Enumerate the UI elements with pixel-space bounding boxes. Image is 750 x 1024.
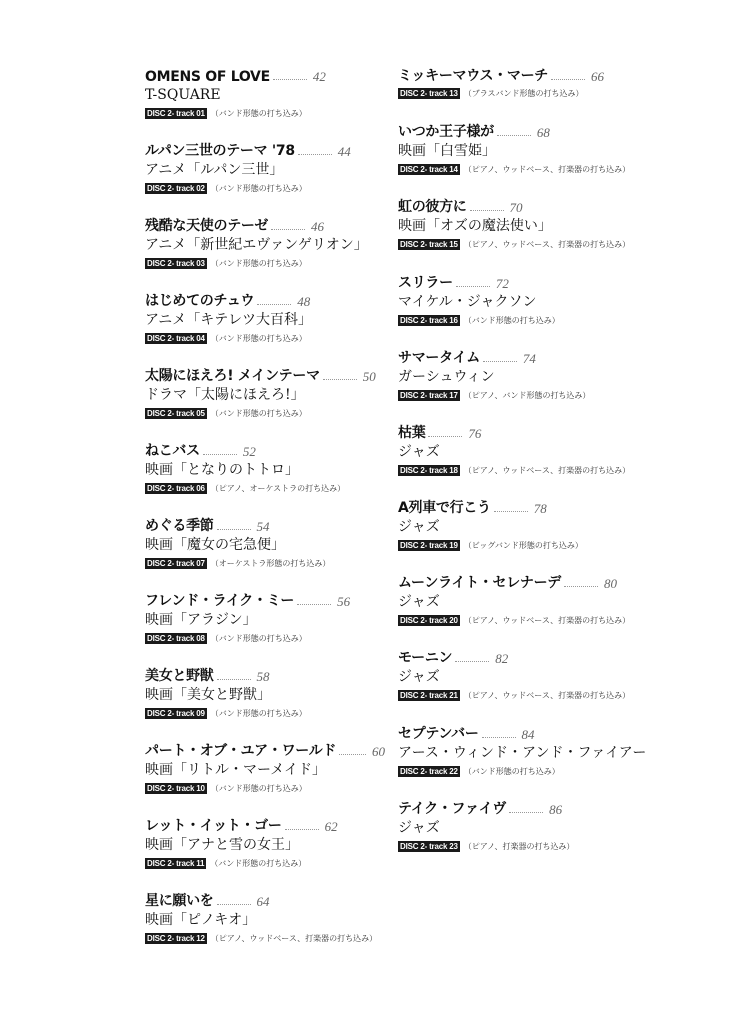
song-source: ジャズ xyxy=(398,669,440,685)
song-title: OMENS OF LOVE xyxy=(145,69,270,85)
track-info xyxy=(398,839,638,854)
dotted-leader xyxy=(217,904,251,905)
dotted-leader xyxy=(203,454,237,455)
title-row xyxy=(398,65,638,85)
arrangement-note: （ピアノ、打楽器の打ち込み） xyxy=(463,842,575,851)
title-row xyxy=(145,815,385,835)
song-source: アニメ「ルパン三世」 xyxy=(145,162,284,178)
track-badge: DISC 2- track 04 xyxy=(147,334,205,343)
title-row xyxy=(398,497,638,517)
title-row xyxy=(145,440,385,460)
song-title: フレンド・ライク・ミー xyxy=(145,593,295,609)
dotted-leader xyxy=(551,79,585,80)
arrangement-note: （バンド形態の打ち込み） xyxy=(210,784,307,793)
title-row xyxy=(398,798,638,818)
toc-entry xyxy=(145,590,385,646)
toc-entry xyxy=(398,121,638,177)
track-info xyxy=(145,256,385,271)
arrangement-note: （ピアノ、ウッドベース、打楽器の打ち込み） xyxy=(463,691,631,700)
page-number: 76 xyxy=(468,426,482,441)
song-title: 太陽にほえろ! メインテーマ xyxy=(145,368,320,384)
page-number: 44 xyxy=(337,144,351,159)
track-badge: DISC 2- track 08 xyxy=(147,634,205,643)
arrangement-note: （バンド形態の打ち込み） xyxy=(463,316,560,325)
arrangement-note: （バンド形態の打ち込み） xyxy=(210,634,307,643)
song-title: ねこバス xyxy=(145,443,200,459)
dotted-leader xyxy=(273,79,307,80)
title-row xyxy=(145,215,385,235)
song-title: サマータイム xyxy=(398,350,480,366)
song-source: 映画「リトル・マーメイド」 xyxy=(145,762,327,778)
page-number: 50 xyxy=(362,369,376,384)
track-info xyxy=(145,706,385,721)
title-row xyxy=(398,347,638,367)
song-source: 映画「となりのトトロ」 xyxy=(145,462,299,478)
track-badge: DISC 2- track 06 xyxy=(147,484,205,493)
arrangement-note: （バンド形態の打ち込み） xyxy=(210,334,307,343)
title-row xyxy=(398,422,638,442)
track-badge: DISC 2- track 05 xyxy=(147,409,205,418)
page-number: 72 xyxy=(495,276,509,291)
toc-entry xyxy=(145,665,385,721)
toc-entry xyxy=(398,572,638,628)
dotted-leader xyxy=(257,304,291,305)
arrangement-note: （ピアノ、ウッドベース、打楽器の打ち込み） xyxy=(463,616,631,625)
dotted-leader xyxy=(494,511,528,512)
track-badge: DISC 2- track 15 xyxy=(400,240,458,249)
page-number: 64 xyxy=(256,894,270,909)
arrangement-note: （オーケストラ形態の打ち込み） xyxy=(210,559,331,568)
track-info xyxy=(145,631,385,646)
song-source: 映画「美女と野獣」 xyxy=(145,687,271,703)
page-number: 42 xyxy=(312,69,326,84)
page-number: 58 xyxy=(256,669,270,684)
song-source: ジャズ xyxy=(398,594,440,610)
arrangement-note: （バンド形態の打ち込み） xyxy=(210,709,307,718)
toc-entry xyxy=(398,347,638,403)
track-info xyxy=(145,331,385,346)
song-source: ドラマ「太陽にほえろ!」 xyxy=(145,387,305,403)
track-badge: DISC 2- track 14 xyxy=(400,165,458,174)
song-title: 枯葉 xyxy=(398,425,426,441)
song-title: 星に願いを xyxy=(145,893,214,909)
song-source: 映画「オズの魔法使い」 xyxy=(398,218,552,234)
dotted-leader xyxy=(217,529,251,530)
arrangement-note: （ピアノ、ウッドベース、打楽器の打ち込み） xyxy=(463,165,631,174)
track-badge: DISC 2- track 16 xyxy=(400,316,458,325)
arrangement-note: （ピアノ、オーケストラの打ち込み） xyxy=(210,484,346,493)
track-badge: DISC 2- track 03 xyxy=(147,259,205,268)
toc-entry xyxy=(145,65,385,121)
song-title: レット・イット・ゴー xyxy=(145,818,282,834)
toc-entry xyxy=(145,365,385,421)
dotted-leader xyxy=(217,679,251,680)
toc-entry xyxy=(145,290,385,346)
page-number: 86 xyxy=(549,802,563,817)
dotted-leader xyxy=(564,586,598,587)
dotted-leader xyxy=(497,135,531,136)
song-title: セプテンバー xyxy=(398,726,479,742)
arrangement-note: （ピアノ、ウッドベース、打楽器の打ち込み） xyxy=(210,934,378,943)
page-number: 46 xyxy=(311,219,325,234)
track-info xyxy=(398,538,638,553)
page-number: 56 xyxy=(337,594,351,609)
track-info xyxy=(145,856,385,871)
toc-entry xyxy=(145,890,385,946)
track-info xyxy=(145,556,385,571)
toc-entry xyxy=(398,272,638,328)
toc-entry xyxy=(398,196,638,252)
track-badge: DISC 2- track 17 xyxy=(400,391,458,400)
page-number: 60 xyxy=(372,744,385,759)
arrangement-note: （バンド形態の打ち込み） xyxy=(210,859,307,868)
dotted-leader xyxy=(482,737,516,738)
dotted-leader xyxy=(298,154,332,155)
page-number: 70 xyxy=(509,200,523,215)
track-info xyxy=(398,688,638,703)
song-source: 映画「白雪姫」 xyxy=(398,143,496,159)
page-number: 48 xyxy=(297,294,311,309)
dotted-leader xyxy=(428,436,462,437)
track-info xyxy=(145,406,385,421)
title-row xyxy=(398,121,638,141)
page-number: 68 xyxy=(536,125,550,140)
track-badge: DISC 2- track 01 xyxy=(147,109,205,118)
title-row xyxy=(398,723,638,743)
song-title: パート・オブ・ユア・ワールド xyxy=(145,743,337,759)
track-info xyxy=(398,388,638,403)
title-row xyxy=(145,665,385,685)
arrangement-note: （ブラスバンド形態の打ち込み） xyxy=(463,89,584,98)
track-badge: DISC 2- track 20 xyxy=(400,616,458,625)
song-title: いつか王子様が xyxy=(398,124,494,140)
toc-entry xyxy=(398,422,638,478)
song-source: ジャズ xyxy=(398,820,440,836)
arrangement-note: （バンド形態の打ち込み） xyxy=(210,259,307,268)
toc-entry xyxy=(398,798,638,854)
track-badge: DISC 2- track 12 xyxy=(147,934,205,943)
toc-entry xyxy=(145,215,385,271)
track-info xyxy=(398,237,638,252)
title-row xyxy=(145,140,385,160)
track-info xyxy=(145,931,385,946)
song-source: アニメ「キテレツ大百科」 xyxy=(145,312,313,328)
song-title: 美女と野獣 xyxy=(145,668,214,684)
song-title: ミッキーマウス・マーチ xyxy=(398,68,548,84)
track-badge: DISC 2- track 23 xyxy=(400,842,458,851)
song-source: 映画「魔女の宅急便」 xyxy=(145,537,285,553)
dotted-leader xyxy=(323,379,357,380)
track-info xyxy=(145,781,385,796)
toc-entry xyxy=(398,65,638,101)
page-number: 80 xyxy=(604,576,617,591)
track-info xyxy=(398,764,638,779)
track-badge: DISC 2- track 22 xyxy=(400,767,458,776)
track-info xyxy=(398,463,638,478)
toc-entry xyxy=(398,723,647,779)
song-source: ジャズ xyxy=(398,519,440,535)
song-title: めぐる季節 xyxy=(145,518,214,534)
toc-entry xyxy=(398,497,638,553)
page-number: 66 xyxy=(591,69,604,84)
track-info xyxy=(145,181,385,196)
page-number: 54 xyxy=(256,519,270,534)
song-source: アニメ「新世紀エヴァンゲリオン」 xyxy=(145,237,368,253)
arrangement-note: （バンド形態の打ち込み） xyxy=(463,767,560,776)
title-row xyxy=(145,890,385,910)
toc-entry xyxy=(398,647,638,703)
dotted-leader xyxy=(470,210,504,211)
dotted-leader xyxy=(297,604,331,605)
toc-entry xyxy=(145,815,385,871)
arrangement-note: （ピアノ、ウッドベース、打楽器の打ち込み） xyxy=(463,466,631,475)
song-source: ジャズ xyxy=(398,444,440,460)
track-badge: DISC 2- track 11 xyxy=(147,859,205,868)
title-row xyxy=(145,365,385,385)
song-source: 映画「アラジン」 xyxy=(145,612,257,628)
song-title: モーニン xyxy=(398,650,453,666)
toc-entry xyxy=(145,440,385,496)
dotted-leader xyxy=(339,754,366,755)
track-badge: DISC 2- track 18 xyxy=(400,466,458,475)
track-badge: DISC 2- track 21 xyxy=(400,691,458,700)
track-badge: DISC 2- track 10 xyxy=(147,784,205,793)
title-row xyxy=(398,647,638,667)
toc-entry xyxy=(145,140,385,196)
title-row xyxy=(145,65,385,85)
song-source: マイケル・ジャクソン xyxy=(398,294,537,310)
dotted-leader xyxy=(509,812,543,813)
song-source: 映画「ピノキオ」 xyxy=(145,912,257,928)
song-title: A列車で行こう xyxy=(398,500,491,516)
track-badge: DISC 2- track 07 xyxy=(147,559,205,568)
song-source: アース・ウィンド・アンド・ファイアー xyxy=(398,745,647,761)
track-info xyxy=(398,613,638,628)
title-row xyxy=(145,740,385,760)
page-number: 62 xyxy=(324,819,338,834)
song-source: T-SQUARE xyxy=(145,87,221,103)
arrangement-note: （バンド形態の打ち込み） xyxy=(210,184,307,193)
track-badge: DISC 2- track 19 xyxy=(400,541,458,550)
song-title: ルパン三世のテーマ '78 xyxy=(145,143,295,159)
toc-entry xyxy=(145,740,385,796)
page-number: 74 xyxy=(522,351,536,366)
arrangement-note: （バンド形態の打ち込み） xyxy=(210,409,307,418)
toc-entry xyxy=(145,515,385,571)
track-info xyxy=(398,86,638,101)
arrangement-note: （バンド形態の打ち込み） xyxy=(210,109,307,118)
track-badge: DISC 2- track 09 xyxy=(147,709,205,718)
track-info xyxy=(398,313,638,328)
page-number: 82 xyxy=(495,651,509,666)
track-info xyxy=(398,162,638,177)
track-info xyxy=(145,106,385,121)
song-title: ムーンライト・セレナーデ xyxy=(398,575,561,591)
dotted-leader xyxy=(271,229,305,230)
title-row xyxy=(398,572,638,592)
song-title: はじめてのチュウ xyxy=(145,293,255,309)
arrangement-note: （ビッグバンド形態の打ち込み） xyxy=(463,541,583,550)
track-badge: DISC 2- track 13 xyxy=(400,89,458,98)
page-number: 84 xyxy=(521,727,535,742)
title-row xyxy=(398,272,638,292)
song-title: 残酷な天使のテーゼ xyxy=(145,218,269,234)
page-number: 52 xyxy=(242,444,256,459)
dotted-leader xyxy=(285,829,319,830)
track-badge: DISC 2- track 02 xyxy=(147,184,205,193)
title-row xyxy=(145,515,385,535)
song-source: 映画「アナと雪の女王」 xyxy=(145,837,299,853)
dotted-leader xyxy=(456,286,490,287)
page-number: 78 xyxy=(533,501,547,516)
song-title: テイク・ファイヴ xyxy=(398,801,507,817)
arrangement-note: （ピアノ、バンド形態の打ち込み） xyxy=(463,391,591,400)
title-row xyxy=(145,290,385,310)
arrangement-note: （ピアノ、ウッドベース、打楽器の打ち込み） xyxy=(463,240,631,249)
song-title: 虹の彼方に xyxy=(398,199,467,215)
dotted-leader xyxy=(483,361,517,362)
title-row xyxy=(398,196,638,216)
song-title: スリラー xyxy=(398,275,453,291)
song-source: ガーシュウィン xyxy=(398,369,495,385)
track-info xyxy=(145,481,385,496)
dotted-leader xyxy=(455,661,489,662)
title-row xyxy=(145,590,385,610)
